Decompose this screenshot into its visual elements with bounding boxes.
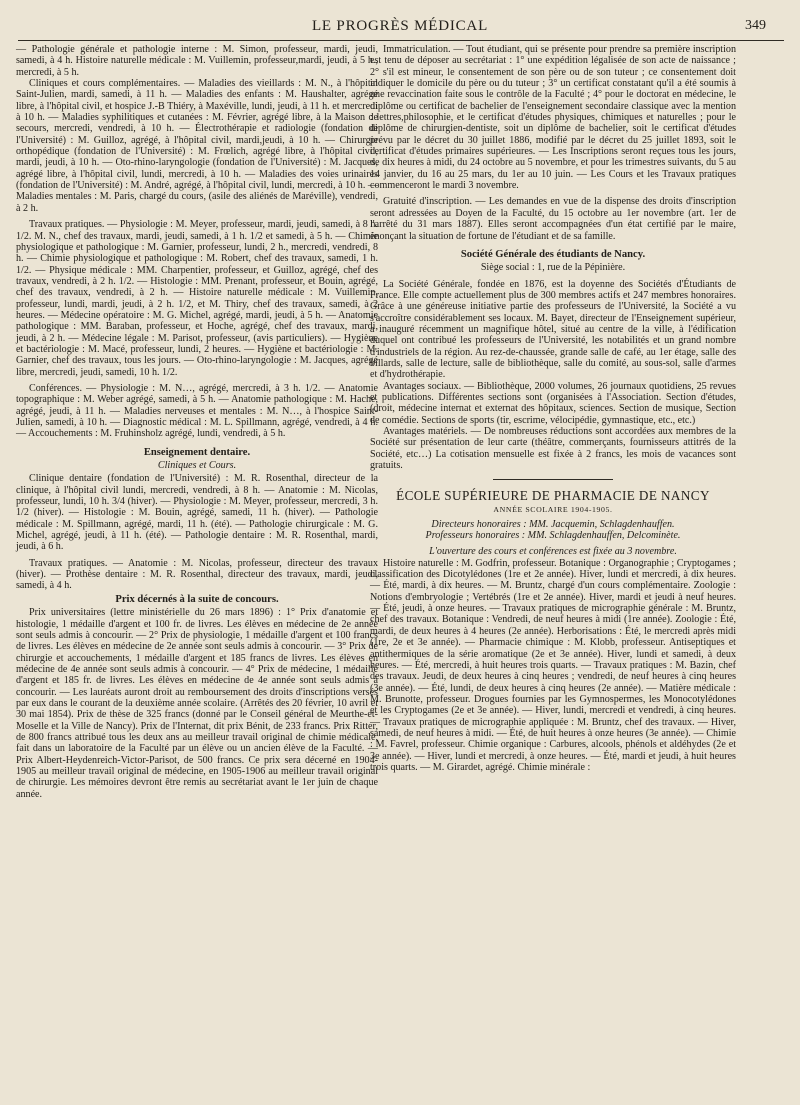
- paragraph-pathologie: — Pathologie générale et pathologie interne : M. Simon, professeur, mardi, jeudi, samedi, à 4 h. Histoire naturelle médicale : M. Vuillemin, professeur,mardi, jeudi, à 5 h., mercredi, à 5 h.: [16, 44, 378, 78]
- siege-social: Siège social : 1, rue de la Pépinière.: [480, 262, 626, 274]
- journal-title: LE PROGRÈS MÉDICAL: [311, 18, 489, 34]
- subheading-cliniques-cours: Cliniques et Cours.: [157, 460, 237, 472]
- header-rule: [18, 40, 784, 41]
- running-header: [0, 14, 800, 34]
- directeurs-honoraires: Directeurs honoraires : MM. Jacquemin, Schlagdenhauffen.: [431, 518, 675, 530]
- paragraph-gratuite: Gratuité d'inscription. — Les demandes en vue de la dispense des droits d'inscription seront adressées au Doyen de la Faculté, du 15 octobre au 1er novembre (art. 1er de l'arrêté du 31 mars 1887). Elles seront accompagnées d'un état certifié par le maire, énonçant la situation de fortune de l'étudiant et de sa famille.: [370, 196, 736, 242]
- page-number: 349: [745, 18, 766, 33]
- paragraph-travaux-dentaire: Travaux pratiques. — Anatomie : M. Nicolas, professeur, directeur des travaux (hiver). — Prothèse dentaire : M. R. Rosenthal, directeur des travaux, mardi, jeudi, samedi, à 4 h.: [16, 557, 378, 592]
- paragraph-societe: La Société Générale, fondée en 1876, est la doyenne des Sociétés d'Étudiants de France. Elle compte actuellement plus de 300 membres actifs et 247 membres honoraires. Grâce à une généreuse initiative partie des professeurs de l'Université, la Société a vu s'accroître considérablement ses locaux. M. Bayet, directeur de l'Enseignement supérieur, a inauguré récemment un magnifique hôtel, situé au centre de la ville, à l'édification duquel ont contribué les professeurs de l'Université, les notabilités et un grand nombre d'industriels de la région. Au rez-de-chaussée, grande salle de café, au 1er étage, salle des billards, salle de lecture, salle de bibliothèque, salle du comité, au sous-sol, salle d'armes et d'hydrothérapie.: [370, 278, 736, 381]
- paragraph-conferences: Conférences. — Physiologie : M. N…, agrégé, mercredi, à 3 h. 1/2. — Anatomie topographique : M. Weber agrégé, samedi, à 5 h. — Anatomie pathologique : M. Hache, agrégé, jeudi, à 11 h. — Maladies nerveuses et mentales : M. N…, à l'hospice Saint-Julien, samedi, à 10 h. — Diagnostic médical : M. L. Spillmann, agrégé, vendredi, à 4 h. — Accouchements : M. Fruhinsholz agrégé, lundi, vendredi, à 5 h.: [16, 382, 378, 440]
- heading-societe: Société Générale des étudiants de Nancy.: [460, 248, 646, 260]
- paragraph-clinique-dentaire: Clinique dentaire (fondation de l'Université) : M. R. Rosenthal, directeur de la clinique, à l'hôpital civil lundi, mercredi, vendredi, à 8 h. — Anatomie : M. Nicolas, professeur, lundi, 10 h. 3/4 (hiver). — Physiologie : M. Meyer, professeur, mercredi, 3 h. 1/2 (hiver). — Histologie : M. Bouin, agrégé, samedi, 11 h. (hiver). — Pathologie médicale : M. Spillmann, agrégé, mardi, 11 h. (été). — Pathologie chirurgicale : M. G. Michel, agrégé, jeudi, à 11 h. (été). — Pathologie dentaire : M. R. Rosenthal, mardi, jeudi, à 6 h.: [16, 473, 378, 553]
- right-column: [370, 44, 736, 773]
- annee-scolaire: ANNÉE SCOLAIRE 1904-1905.: [493, 505, 613, 515]
- paragraph-cliniques: Cliniques et cours complémentaires. — Maladies des vieillards : M. N., à l'hôpital Saint-Julien, mardi, samedi, à 11 h. — Maladies des enfants : M. Haushalter, agrégé libre, à l'hôpital civil, et hospice J.-B Thiéry, à Maxéville, lundi, jeudi, à 11 h. et mercredi à 10 h. — Maladies syphilitiques et cutanées : M. Février, agrégé libre, à la Maison de secours, mercredi, vendredi, à 10 h. — Électrothérapie et radiologie (fondation de l'Université) : M. Guilloz, agrégé, à l'hôpital civil, mardi,jeudi, à 10 h. — Chirurgie orthopédique (fondation de l'Université) : M. Frœlich, agrégé libre, à l'hôpital civil, mardi, jeudi, à 10 h. — Oto-rhino-laryngologie (fondation de l'Université) : M. Jacques, agrégé libre, à l'hôpital civil, lundi, mercredi, à 10 h. — Maladies des voies urinaires (fondation de l'Université) : M. André, agrégé, à l'hôpital civil, lundi, mercredi, à 10 h. — Maladies mentales : M. Paris, chargé du cours, (asile des aliénés de Maréville), vendredi, à 2 h.: [16, 78, 378, 214]
- left-column: [16, 44, 378, 800]
- paragraph-avantages-sociaux: Avantages sociaux. — Bibliothèque, 2000 volumes, 26 journaux quotidiens, 25 revues et publications. Différentes sections sont (organisées à l'Association. Section d'études, (droit, médecine internat et externat des hôpitaux, sciences. Section de musique, Section de comédie. Sections de sports (tir, escrime, vélocipédie, gymnastique, etc., etc.): [370, 380, 736, 426]
- paragraph-prix: Prix universitaires (lettre ministérielle du 26 mars 1896) : 1° Prix d'anatomie et histologie, 1 médaille d'argent et 100 fr. de livres. Les élèves en médecine de 2e année sont seuls admis à concourir. — 2° Prix de physiologie, 1 médaille d'argent et 100 francs de livres. Les élèves en médecine de 2e année sont seuls admis à concourir. — 3° Prix de chirurgie et accouchements, 1 médaille d'argent et 185 francs de livres. Les élèves en médecine de 4e année sont seuls admis à concourir. — 4° Prix de médecine, 1 médaille d'argent et 185 fr. de livres. Les élèves en médecine de 4e année sont seuls admis à concourir. — Les lauréats auront droit au remboursement des droits d'inscriptions versés par eux dans le courant de la deuxième année scolaire. (Arrêtés des 20 février, 10 avril et 30 mai 1854). Prix de thèse de 325 francs (donné par le Conseil général de Meurthe-et-Moselle et la Ville de Nancy). Prix de l'Internat, dit prix Bénit, de 233 francs. Prix Ritter, de 800 francs attribué tous les deux ans au meilleur travail original de chimie médicale, fait dans un laboratoire de la Faculté par un élève ou un ancien élève de la Faculté. — Prix Albert-Heydenreich-Victor-Parisot, de 500 francs. Ce prix sera décerné en 1904-1905 au meilleur travail original de médecine, en 1905-1906 au meilleur travail original de chirurgie. Les mémoires devront être remis au secrétariat avant le 1er juin de chaque année.: [16, 607, 378, 800]
- paragraph-avantages-materiels: Avantages matériels. — De nombreuses réductions sont accordées aux membres de la Société sur présentation de leur carte (théâtre, commerçants, fournisseurs attitrés de la Société, etc…) La cotisation mensuelle est fixée à 2 francs, les mois de vacances sont gratuits.: [370, 426, 736, 472]
- heading-enseignement-dentaire: Enseignement dentaire.: [143, 446, 251, 458]
- paragraph-immatriculation: Immatriculation. — Tout étudiant, qui se présente pour prendre sa première inscription est tenu de déposer au secrétariat : 1° une expédition légalisée de son acte de naissance ; 2° s'il est mineur, le consentement de son père ou de son tuteur ; ce consentement doit indiquer le domicile du père ou du tuteur ; 3° un certificat constatant qu'il a été soumis à une revaccination faite sous le contrôle de la Faculté ; 4° pour le doctorat en médecine, le diplôme ou certificat de bachelier de l'enseignement secondaire classique avec la mention : lettres,philosophie, et le certificat d'études physiques, chimiques et naturelles ; pour le diplôme de chirurgien-dentiste, soit un diplôme de bachelier, soit le certificat d'études prévu par le décret du 30 juillet 1886, modifié par le décret du 25 juillet 1893, soit le certificat d'études primaires supérieures. — Les Inscriptions seront reçues tous les jours, de dix heures à midi, du 24 octobre au 5 novembre, et pour les trimestres suivants, du 5 au 14 janvier, du 16 au 25 mars, du 1er au 10 juin. — Les Cours et les Travaux pratiques commenceront le mardi 3 novembre.: [370, 44, 736, 192]
- professeurs-honoraires: Professeurs honoraires : MM. Schlagdenhauffen, Delcominète.: [425, 530, 681, 542]
- paragraph-travaux-pratiques: Travaux pratiques. — Physiologie : M. Meyer, professeur, mardi, jeudi, samedi, à 8 h. 1/2. M. N., chef des travaux, mardi, jeudi, samedi, à 1 h. 1/2 et samedi, à 5 h. — Chimie physiologique et pathologique : M. Garnier, professeur, lundi, 2 h., mercredi, vendredi, 8 h. — Chimie physiologique et pathologique : M. Robert, chef des travaux, samedi, 1 h. 1/2. — Physique médicale : MM. Charpentier, professeur, et Guilloz, agrégé, chef des travaux, vendredi, à 2 h. 1/2. — Histologie : MM. Prenant, professeur, et Bouin, agrégé, chef des travaux, vendredi, à 2 h. — Histoire naturelle médicale : M. Vuillemin, professeur, lundi, mardi, jeudi, à 2 h. 1/2, et M. Thiry, chef des travaux, samedi, à 2 heures. — Médecine opératoire : M. G. Michel, agrégé, mardi, jeudi, à 5 h. — Anatomie pathologique : MM. Baraban, professeur, et Hoche, agrégé, chef des travaux, mardi, jeudi, à 2 h. — Médecine légale : M. Parisot, professeur, (avis particuliers). — Hygiène et bactériologie : M. Macé, professeur, lundi, 2 heures. — Hygiène et bactériologie : M. Garnier, chef des travaux, tous les jours. — Oto-rhino-laryngologie : M. Jacques, agrégé libre, mercredi, jeudi, samedi, 10 h. 1/2.: [16, 219, 378, 378]
- heading-ecole-pharmacie: ÉCOLE SUPÉRIEURE DE PHARMACIE DE NANCY: [396, 488, 710, 504]
- section-divider: [493, 479, 613, 480]
- ouverture-cours: L'ouverture des cours et conférences est fixée au 3 novembre.: [429, 546, 677, 558]
- paragraph-pharmacie-cours: Histoire naturelle : M. Godfrin, professeur. Botanique : Organographie ; Cryptogames ; classification des Dicotylédones (1re et 2e année). Hiver, lundi et mercredi, à dix heures. — Été, mardi, à dix heures. — M. Bruntz, chargé d'un cours complémentaire. Zoologie : Notions d'embryologie ; Vertébrés (1re et 2e année). Hiver, mardi et jeudi à neuf heures. — Été, jeudi, à onze heures. — Travaux pratiques de micrographie générale : M. Bruntz, chef des travaux. Botanique : Vendredi, de neuf heures à midi (1re année). Zoologie : Été, mardi, de deux heures à 4 heures (2e année). Herborisations : Été, le mercredi après midi (1re, 2e et 3e année). — Pharmacie chimique : M. Klobb, professeur. Antiseptiques et antithermiques de la série aromatique (2e et 3e année). Hiver, lundi et samedi, à deux heures. — Été, mercredi, à huit heures trois quarts. — Travaux pratiques : M. Bazin, chef des travaux. Jeudi, de deux heures à cinq heures ; vendredi, de neuf heures à cinq heures (3e année). — Été, lundi, de deux heures à cinq heures (2e année). — Matière médicale : M. Brunotte, professeur. Drogues fournies par les Gymnospermes, les Monocotylédones et les Cryptogames (2e et 3e année). — Hiver, lundi, mercredi et vendredi, à cinq heures. — Travaux pratiques de micrographie appliquée : M. Bruntz, chef des travaux. — Hiver, samedi, de neuf heures à midi. — Été, de huit heures à onze heures (3e année). — Chimie : M. Favrel, professeur. Chimie organique : Carbures, alcools, phénols et aldéhydes (2e et 3e année). — Hiver, lundi et mercredi, à onze heures. — Été, mardi et jeudi, à huit heures trois quarts. — M. Girardet, agrégé. Chimie minérale :: [370, 557, 736, 773]
- heading-prix: Prix décernés à la suite de concours.: [115, 593, 279, 605]
